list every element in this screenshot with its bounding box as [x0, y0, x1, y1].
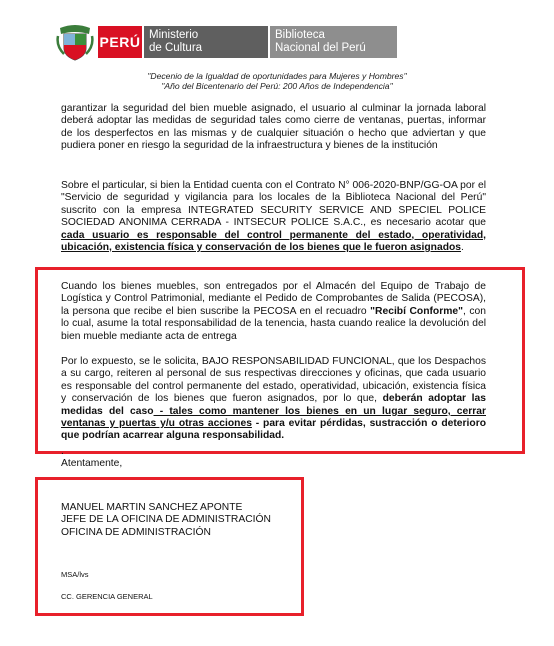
contract-end: . [461, 242, 464, 254]
salutation: Atentamente, [61, 458, 123, 469]
slogan-decade: "Decenio de la Igualdad de oportunidades para Mujeres y Hombres" [147, 71, 407, 81]
signer-name: MANUEL MARTIN SANCHEZ APONTE [61, 502, 243, 513]
paragraph-contract [61, 180, 486, 254]
library-line-2: Nacional del Perú [275, 42, 366, 54]
measures-emphasis: deberán adoptar las medidas del caso [61, 393, 486, 417]
measures-purpose: - para evitar pérdidas, sustracción o deterioro que podrían acarrear alguna responsabilidad. [61, 418, 486, 442]
library-line-1: Biblioteca [275, 29, 325, 41]
ministry-line-2: de Cultura [149, 42, 203, 54]
signer-title: JEFE DE LA OFICINA DE ADMINISTRACIÓN [61, 514, 271, 526]
carbon-copy: CC. GERENCIA GENERAL [61, 592, 153, 601]
slogans [0, 71, 554, 91]
ministry-line-1: Ministerio [149, 29, 199, 41]
peru-logo-box: PERÚ [98, 26, 142, 58]
signer-office: OFICINA DE ADMINISTRACIÓN [61, 526, 211, 538]
slogan-year: "Año del Bicentenario del Perú: 200 Años de Independencia" [161, 81, 393, 91]
responsibility-emphasis: cada usuario es responsable del control permanente del estado, operatividad, ubicación, existencia física y conservación de los bienes que le fueron asignados [61, 229, 486, 254]
signature-block [61, 502, 271, 539]
letterhead [56, 22, 397, 62]
reference-initials: MSA/lvs [61, 570, 89, 579]
pecosa-text-b: , con lo cual, asume la total responsabilidad de la tenencia, hasta cuando realice la devolución del bien mueble mediante acta de entrega [61, 305, 486, 342]
contract-text: Sobre el particular, si bien la Entidad cuenta con el Contrato N° 006-2020-BNP/GG-OA por el "Servicio de seguridad y vigilancia para los locales de la Biblioteca Nacional del Perú" suscrito con la empresa INTEGRATED SECURITY SERVICE AND SPECIEL POLICE SOCIEDAD ANONIMA CERRADA - INTSECUR POLICE S.A.C., es necesario acotar que [61, 180, 486, 229]
pecosa-text-a: Cuando los bienes muebles, son entregados por el Almacén del Equipo de Trabajo de Logística y Control Patrimonial, mediante el Pedido de Comprobantes de Salida (PECOSA), la persona que recibe el bien suscribe la PECOSA en el recuadro [61, 281, 486, 317]
coat-of-arms-icon [56, 22, 94, 62]
ministry-logo-box [144, 26, 268, 58]
recibi-conforme: "Recibí Conforme" [370, 305, 463, 317]
stray-dot: . [61, 446, 64, 457]
paragraph-security: garantizar la seguridad del bien mueble asignado, el usuario al culminar la jornada laboral deberá adoptar las medidas de seguridad tales como cierre de ventanas, puertas, informar de los desperfectos en las mismas y de cualquier situación o hecho que adviertan y que pudiera poner en riesgo la seguridad de la infraestructura y bienes de la institución [61, 103, 486, 152]
measures-examples: - tales como mantener los bienes en un lugar seguro, cerrar ventanas y puertas y/u otras acciones [61, 405, 486, 430]
library-logo-box [270, 26, 397, 58]
request-text: Por lo expuesto, se le solicita, BAJO RESPONSABILIDAD FUNCIONAL, que los Despachos a su cargo, reiteren al personal de sus respectivas direcciones y oficinas, que cada usuario es responsable del control permanente del estado, operatividad, ubicación, existencia física y conservación de los bienes que fueron asignados, por lo que, [61, 356, 486, 405]
highlight-box-body [35, 267, 525, 454]
